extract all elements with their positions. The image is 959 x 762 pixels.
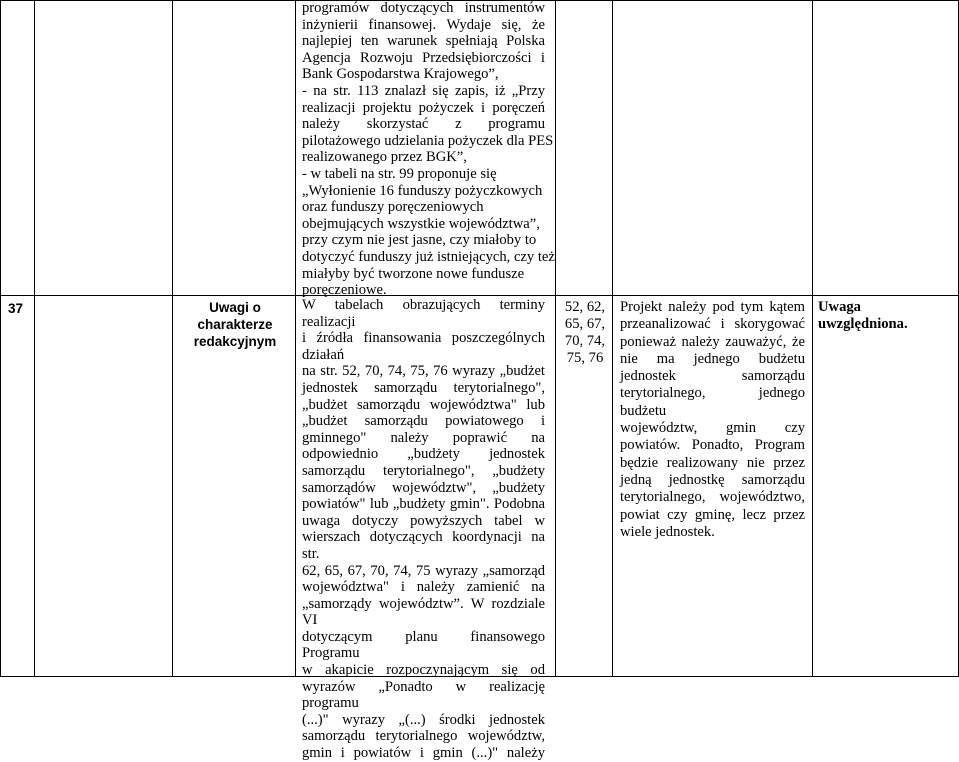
response-line: przeanalizować i skorygować bbox=[620, 316, 805, 333]
response-line: województw, gmin czy bbox=[620, 420, 805, 437]
response-line: Projekt należy pod tym kątem bbox=[620, 299, 805, 315]
remark-line: samorządu terytorialnego", „budżety bbox=[302, 462, 545, 479]
remark-line: należy skorzystać z programu bbox=[302, 116, 545, 133]
remark-line: najlepiej ten warunek spełniają Polska bbox=[302, 33, 545, 50]
remark-line: gmin i powiatów i gmin (...)" należy bbox=[302, 745, 545, 762]
response-line: będzie realizowany nie przez bbox=[620, 454, 805, 471]
response-line: terytorialnego, województwo, bbox=[620, 489, 805, 506]
remark-line: realizacji projektu pożyczek i poręczeń bbox=[302, 99, 545, 116]
remark-line: gminnego" należy poprawić na bbox=[302, 429, 545, 446]
remark-line: samorządów województw", „budżety bbox=[302, 479, 545, 496]
remark-line: „budżet samorządu województwa" lub bbox=[302, 396, 545, 413]
remark-line: „samorządy województw”. W rozdziale VI bbox=[302, 595, 545, 629]
remark-line: województwa" i należy zamienić na bbox=[302, 579, 545, 596]
column-divider bbox=[812, 0, 813, 677]
remark-line: Bank Gospodarstwa Krajowego”, bbox=[302, 66, 499, 83]
status-line: uwzględniona. bbox=[818, 316, 908, 333]
remark-line: inżynierii finansowej. Wydaje się, że bbox=[302, 16, 545, 33]
remark-line: uwaga dotyczy powyższych tabel w bbox=[302, 512, 545, 529]
status-text bbox=[818, 299, 956, 334]
remark-line: wyrazów „Ponadto w realizację programu bbox=[302, 678, 545, 712]
column-divider bbox=[555, 0, 556, 677]
remark-line: na str. 52, 70, 74, 75, 76 wyrazy „budżet bbox=[302, 363, 545, 380]
table-border-left bbox=[0, 0, 1, 677]
remark-line: powiatów" lub „budżety gmin". Podobna bbox=[302, 496, 545, 513]
remark-line: - na str. 113 znalazł się zapis, iż „Przy bbox=[302, 82, 545, 99]
remark-line: programów dotyczących instrumentów bbox=[302, 0, 545, 16]
section-label bbox=[178, 299, 292, 350]
remark-line: samorządu terytorialnego województw, bbox=[302, 728, 545, 745]
remark-line: odpowiednio „budżety jednostek bbox=[302, 446, 545, 463]
response-line: wiele jednostek. bbox=[620, 523, 715, 540]
remark-line: W tabelach obrazujących terminy realizacji bbox=[302, 297, 545, 330]
remark-line: Agencja Rozwoju Przedsiębiorczości i bbox=[302, 49, 545, 66]
section-label-line: Uwagi o bbox=[209, 300, 261, 315]
column-divider bbox=[172, 0, 173, 677]
page-reference-line: 70, 74, bbox=[564, 333, 606, 349]
remark-line: dotyczyć funduszy już istniejących, czy też bbox=[302, 248, 555, 265]
response-line: jedną jednostkę samorządu bbox=[620, 471, 805, 488]
remark-line: dotyczącym planu finansowego Programu bbox=[302, 628, 545, 662]
section-label-line: redakcyjnym bbox=[193, 334, 277, 349]
row-number: 37 bbox=[8, 301, 24, 316]
column-divider bbox=[295, 0, 296, 677]
remark-line: 62, 65, 67, 70, 74, 75 wyrazy „samorząd bbox=[302, 562, 545, 579]
remark-line: działań bbox=[302, 346, 345, 363]
column-divider bbox=[34, 0, 35, 677]
remark-line: przy czym nie jest jasne, czy miałoby to bbox=[302, 232, 537, 249]
response-line: terytorialnego, jednego budżetu bbox=[620, 385, 805, 419]
page-reference-line: 75, 76 bbox=[566, 350, 604, 366]
remark-line: oraz funduszy poręczeniowych bbox=[302, 199, 484, 216]
status-line: Uwaga bbox=[818, 299, 861, 315]
remark-line: pilotażowego udzielania pożyczek dla PES bbox=[302, 132, 554, 149]
remark-line: „budżet samorządu powiatowego i bbox=[302, 413, 545, 430]
remark-text bbox=[302, 297, 545, 762]
remark-line: i źródła finansowania poszczególnych bbox=[302, 330, 545, 347]
remark-line: „Wyłonienie 16 funduszy pożyczkowych bbox=[302, 182, 543, 199]
remark-line: - w tabeli na str. 99 proponuje się bbox=[302, 165, 497, 182]
response-text bbox=[620, 299, 805, 541]
remark-line: obejmujących wszystkie województwa”, bbox=[302, 215, 540, 232]
column-divider bbox=[612, 0, 613, 677]
remark-line: jednostek samorządu terytorialnego", bbox=[302, 379, 545, 396]
remark-line: wierszach dotyczących koordynacji na str. bbox=[302, 529, 545, 562]
response-line: ponieważ należy zauważyć, że bbox=[620, 333, 805, 350]
remark-line: (...)" wyrazy „(...) środki jednostek bbox=[302, 711, 545, 728]
remark-line: realizowanego przez BGK”, bbox=[302, 149, 467, 166]
remark-line: miałyby być tworzone nowe fundusze bbox=[302, 265, 525, 282]
section-label-line: charakterze bbox=[197, 317, 273, 332]
remark-line: poręczeniowe. bbox=[302, 282, 387, 299]
page-reference-line: 52, 62, bbox=[564, 299, 606, 315]
remark-text-continued bbox=[302, 0, 555, 299]
page-reference-line: 65, 67, bbox=[564, 316, 606, 332]
remark-line: w akapicie rozpoczynającym się od bbox=[302, 662, 545, 679]
response-line: nie ma jednego budżetu bbox=[620, 350, 805, 367]
response-line: powiat czy gminę, lecz przez bbox=[620, 506, 805, 523]
response-line: jednostek samorządu bbox=[620, 368, 805, 385]
response-line: powiatów. Ponadto, Program bbox=[620, 437, 805, 454]
page-references bbox=[560, 299, 610, 367]
